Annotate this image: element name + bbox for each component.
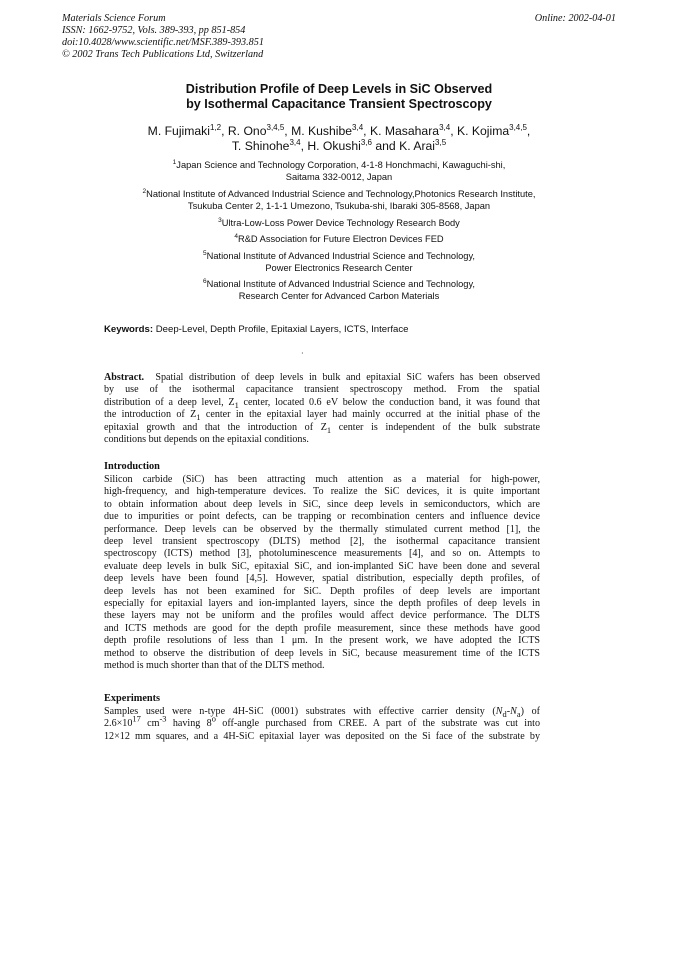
affiliation-3 [0,218,678,230]
author-affiliation-ref: 3,5 [435,137,447,147]
experiments-heading: Experiments [104,693,161,704]
affiliation-text: Tsukuba Center 2, 1-1-1 Umezono, Tsukuba-shi, Ibaraki 305-8568, Japan [187,200,491,211]
affiliation-text: Research Center for Advanced Carbon Materials [238,290,440,301]
journal-header [62,13,264,61]
intro-line: Silicon carbide (SiC) has been attracting much attention as a material for high-power, [104,474,540,485]
intro-line: method to observe the distribution of deep levels in SiC, because measurement time of the ICTS [104,647,540,659]
author-affiliation-ref: 3,4,5 [266,122,285,132]
abstract-label: Abstract. [104,372,145,383]
affiliation-text: National Institute of Advanced Industrial Science and Technology, [206,279,476,289]
title-line-2: by Isothermal Capacitance Transient Spectroscopy [186,96,492,111]
intro-line: due to impurities or point defects, can be trapping or recombination centers and influence device [104,511,540,523]
author-name: H. Okushi [307,139,361,153]
intro-line: depth profile resolutions of less than 1 μm. In the present work, we have adopted the ICTS [104,635,540,647]
author-affiliation-ref: 3,4 [439,122,451,132]
intro-line: deep level transient spectroscopy (DLTS) method [2], the isothermal capacitance transient [104,536,540,548]
affiliation-text: Ultra-Low-Loss Power Device Technology Research Body [221,218,460,228]
abstract [104,372,540,446]
intro-line: and ICTS methods are good for the depth profile measurement, since these methods have good [104,622,540,634]
doi-link[interactable]: doi:10.4028/www.scientific.net/MSF.389-393.851 [62,37,264,48]
intro-line: to obtain information about deep levels in SiC, since deep levels in semiconductors, which are [104,498,540,510]
affiliation-number: 5 [202,249,207,257]
issn-line: ISSN: 1662-9752, Vols. 389-393, pp 851-854 [62,25,246,36]
abstract-line: conditions but depends on the epitaxial conditions. [104,434,309,446]
affiliation-text: National Institute of Advanced Industrial Science and Technology, [206,251,476,261]
affiliation-number: 1 [172,158,177,166]
author-affiliation-ref: 3,6 [360,137,372,147]
paper-title [0,82,678,111]
author-name: R. Ono [227,124,267,138]
affiliation-number: 4 [234,232,238,240]
affiliation-number: 6 [202,277,207,285]
intro-line: performance. Deep levels can be observed by the thermally stimulated current method [1], the [104,523,540,535]
title-line-1: Distribution Profile of Deep Levels in SiC Observed [185,82,493,96]
intro-line: evaluate deep levels in bulk SiC, epitaxial SiC, and ion-implanted SiC have been done and several [104,560,540,572]
author-name: T. Shinohe [231,139,290,153]
experiments-line: Samples used were n-type 4H-SiC (0001) substrates with effective carrier density $(N_d-N_a)$ of [104,706,541,720]
intro-line: high-frequency, and high-temperature devices. To realize the SiC devices, it is quite important [104,486,540,498]
author-conjunction: and [375,139,396,153]
affiliation-2 [0,189,678,212]
author-list: M. Fujimaki$^{1,2}$, R. Ono$^{3,4,5}$, M. Kushibe$^{3,4}$, K. Masahara$^{3,4}$, K. Kojima$^{3,4,5}$, T. Shinohe$^{3,4}$, H. Okushi$^{3,6}$ and K. Arai$^{3,5}$ [147,122,531,153]
intro-line: deep levels has not been examined for SiC. Depth profiles of deep levels are important [104,585,540,597]
author-name: M. Kushibe [291,124,353,138]
intro-line: these layers may not be uniform and the profiles would affect device performance. The DLTS [104,610,540,622]
author-name: K. Masahara [369,124,440,138]
intro-line: deep levels have been found [4,5]. However, spatial distribution, especially depth profiles, of [104,573,540,585]
experiments-body [104,706,540,743]
author-affiliation-ref: 3,4,5 [509,122,527,132]
online-date: Online: 2002-04-01 [534,13,616,24]
affiliation-text: National Institute of Advanced Industrial Science and Technology,Photonics Research Institute, [146,189,536,199]
keywords-text: Deep-Level, Depth Profile, Epitaxial Layers, ICTS, Interface [155,324,409,335]
abstract-line: the introduction of $Z_1$ center in the epitaxial layer had mainly occurred at the initial phase of the [104,409,540,423]
affiliation-text: R&D Association for Future Electron Devices FED [237,234,444,244]
experiments-line: $2.6\times 10^{17}$ $cm^{-3}$ having 8$^o$ off-angle purchased from CREE. A part of the substrate was cut into [104,715,540,730]
affiliation-5 [0,251,678,274]
copyright-line: © 2002 Trans Tech Publications Ltd, Switzerland [62,49,264,60]
intro-line: especially for epitaxial layers and ion-implanted layers, since the depth profiles of deep levels in [104,598,540,610]
author-name: M. Fujimaki [147,124,210,138]
abstract-line: by use of the isothermal capacitance transient spectroscopy method. From the spatial [104,384,540,396]
keywords [104,324,408,335]
intro-line: spectroscopy (ICTS) method [3], photoluminescence measurements [4], and so on. Attempts to [104,548,540,560]
author-name: K. Arai [399,139,436,153]
affiliation-1 [0,160,678,183]
intro-line: method is much shorter than that of the DLTS method. [104,660,325,672]
affiliation-text: Japan Science and Technology Corporation, 4-1-8 Honchmachi, Kawaguchi-shi, [176,160,506,170]
affiliation-text: Power Electronics Research Center [265,262,413,273]
author-affiliation-ref: 3,4 [289,137,301,147]
affiliation-4 [0,234,678,246]
stray-dot: · [301,349,304,358]
abstract-line: Abstract. Spatial distribution of deep levels in bulk and epitaxial SiC wafers has been observed [104,372,541,383]
experiments-line: 12×12 mm squares, and a 4H-SiC epitaxial layer was deposited on the Si face of the substrate by [104,730,540,742]
abstract-line: epitaxial growth and that the introduction of $Z_1$ center is independent of the bulk substrate [104,421,540,435]
affiliation-6 [0,279,678,302]
journal-name: Materials Science Forum [62,13,166,24]
author-affiliation-ref: 3,4 [352,122,364,132]
introduction-body [104,474,540,673]
author-name: K. Kojima [456,124,510,138]
abstract-line: distribution of a deep level, $Z_1$ center, located 0.6 eV below the conduction band, it was found that [104,396,540,410]
keywords-label: Keywords: [104,324,154,335]
author-affiliation-ref: 1,2 [209,122,222,132]
affiliation-number: 2 [142,187,147,195]
affiliation-number: 3 [218,216,222,224]
affiliation-text: Saitama 332-0012, Japan [285,171,393,182]
introduction-heading: Introduction [104,461,160,472]
